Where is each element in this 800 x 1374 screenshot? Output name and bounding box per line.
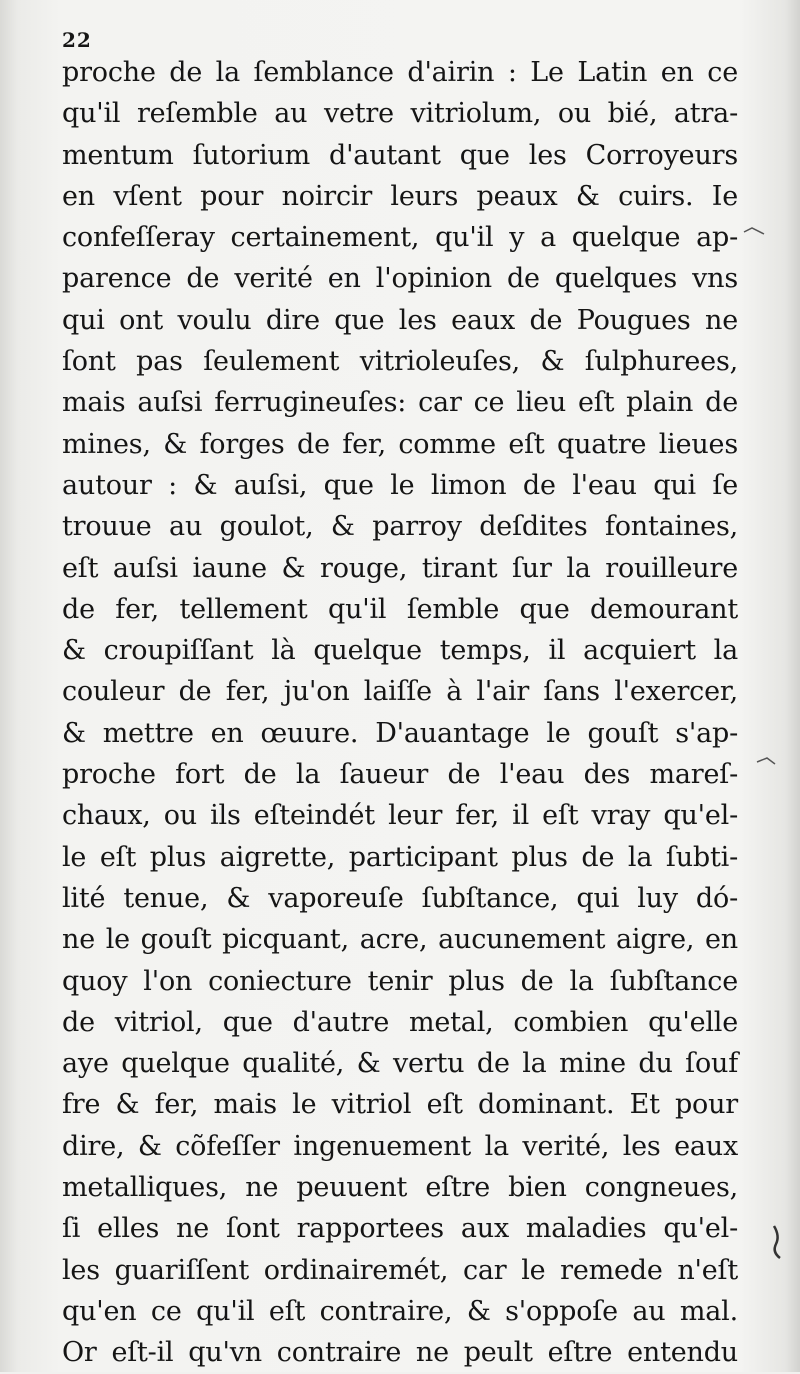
text-line: confeſſeray certainement, qu'il y a quelque ap- bbox=[62, 222, 738, 254]
text-line: parence de verité en l'opinion de quelques vns bbox=[62, 263, 738, 295]
text-line: qui ont voulu dire que les eaux de Pougues ne bbox=[62, 304, 738, 336]
text-line: metalliques, ne peuuent eſtre bien congneues, bbox=[62, 1172, 738, 1204]
text-line: les guariſſent ordinairemét, car le remede n'eſt bbox=[62, 1254, 738, 1286]
text-line: ne le gouſt picquant, acre, aucunement aigre, en bbox=[62, 924, 738, 956]
margin-smudge-icon bbox=[742, 220, 766, 240]
margin-mark-icon bbox=[768, 1222, 788, 1262]
text-line: mines, & forges de fer, comme eſt quatre lieues bbox=[62, 428, 738, 460]
page-number: 22 bbox=[62, 28, 92, 52]
text-line: & mettre en œuure. D'auantage le gouſt s'ap- bbox=[62, 717, 738, 749]
body-text bbox=[62, 52, 738, 1374]
text-line: autour : & auſsi, que le limon de l'eau qui ſe bbox=[62, 469, 738, 501]
text-line: aye quelque qualité, & vertu de la mine du ſouf bbox=[62, 1048, 738, 1080]
text-line: eſt auſsi iaune & rouge, tirant ſur la rouilleure bbox=[62, 552, 738, 584]
text-line: dire, & cõfeſſer ingenuement la verité, les eaux bbox=[62, 1130, 738, 1162]
text-line: & croupiſſant là quelque temps, il acquiert la bbox=[62, 635, 738, 667]
text-line: de vitriol, que d'autre metal, combien qu'elle bbox=[62, 1006, 738, 1038]
text-line: fre & fer, mais le vitriol eſt dominant. Et pour bbox=[62, 1089, 738, 1121]
text-line: le eſt plus aigrette, participant plus de la ſubti- bbox=[62, 841, 738, 873]
text-line: Or eſt-il qu'vn contraire ne peult eſtre entendu bbox=[62, 1337, 738, 1369]
text-line: ſi elles ne ſont rapportees aux maladies qu'el- bbox=[62, 1213, 738, 1245]
text-line: couleur de fer, ju'on laiſſe à l'air ſans l'exercer, bbox=[62, 676, 738, 708]
margin-smudge-icon bbox=[755, 752, 779, 772]
text-line: mentum ſutorium d'autant que les Corroyeurs bbox=[62, 139, 738, 171]
text-line: qu'en ce qu'il eſt contraire, & s'oppoſe au mal. bbox=[62, 1295, 738, 1327]
text-line: proche de la ſemblance d'airin : Le Latin en ce bbox=[62, 57, 738, 88]
text-line: qu'il reſemble au vetre vitriolum, ou bié, atra- bbox=[62, 98, 738, 130]
text-line: proche fort de la ſaueur de l'eau des mareſ- bbox=[62, 759, 738, 791]
text-line: trouue au goulot, & parroy deſdites fontaines, bbox=[62, 511, 738, 543]
text-line: ſont pas ſeulement vitrioleuſes, & ſulphurees, bbox=[62, 346, 738, 378]
text-line: de fer, tellement qu'il ſemble que demourant bbox=[62, 593, 738, 625]
text-line: quoy l'on coniecture tenir plus de la ſubſtance bbox=[62, 965, 738, 997]
text-line: lité tenue, & vaporeuſe ſubſtance, qui luy dó- bbox=[62, 882, 738, 914]
text-line: mais auſsi ferrugineuſes: car ce lieu eſt plain de bbox=[62, 387, 738, 419]
text-line: en vſent pour noircir leurs peaux & cuirs. Ie bbox=[62, 180, 738, 212]
text-line: chaux, ou ils eſteindét leur fer, il eſt vray qu'el- bbox=[62, 800, 738, 832]
